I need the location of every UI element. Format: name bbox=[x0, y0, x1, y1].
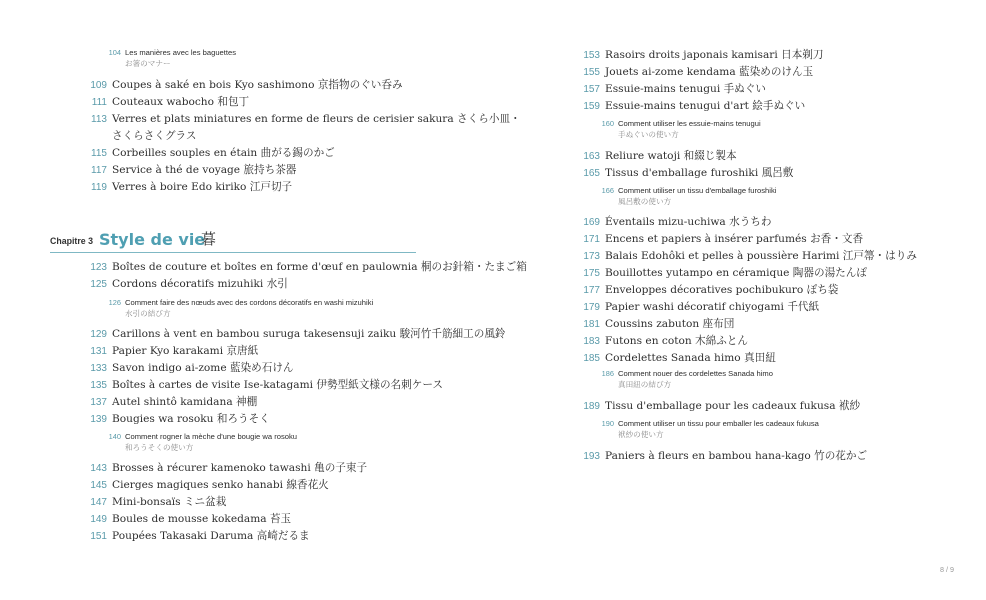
entry-title-continued: さくらさくグラス bbox=[112, 130, 197, 142]
page-number: 190 bbox=[601, 419, 614, 428]
toc-entry bbox=[493, 448, 983, 465]
entry-title: Brosses à récurer kamenoko tawashi 亀の子束子 bbox=[112, 462, 368, 474]
toc-entry bbox=[0, 477, 490, 494]
page-number: 135 bbox=[90, 380, 107, 391]
entry-title: Bougies wa rosoku 和ろうそく bbox=[112, 413, 270, 425]
page-number: 147 bbox=[90, 497, 107, 508]
toc-subentry bbox=[493, 118, 983, 140]
page-number: 163 bbox=[583, 151, 600, 162]
entry-title: Coupes à saké en bois Kyo sashimono 京指物のぐい呑み bbox=[112, 79, 403, 91]
toc-entry bbox=[493, 282, 983, 299]
toc-entry bbox=[0, 259, 527, 276]
page-number: 189 bbox=[583, 401, 600, 412]
toc-subentry bbox=[493, 418, 983, 440]
page-number: 131 bbox=[90, 346, 107, 357]
toc-entry bbox=[0, 162, 490, 179]
toc-subentry bbox=[493, 368, 983, 390]
entry-title: Futons en coton 木綿ふとん bbox=[605, 335, 748, 347]
page-number: 185 bbox=[583, 353, 600, 364]
page-number: 177 bbox=[583, 285, 600, 296]
page-number: 113 bbox=[91, 114, 107, 125]
toc-entry bbox=[0, 94, 490, 111]
entry-title: Cordelettes Sanada himo 真田紐 bbox=[605, 352, 776, 364]
toc-entry bbox=[493, 333, 983, 350]
entry-japanese-subtitle: 袱紗の使い方 bbox=[618, 430, 664, 439]
page-number: 145 bbox=[90, 480, 107, 491]
entry-japanese-subtitle: 真田紐の結び方 bbox=[618, 380, 672, 389]
page-number: 183 bbox=[583, 336, 600, 347]
page-number: 143 bbox=[90, 463, 107, 474]
entry-title: Autel shintô kamidana 神棚 bbox=[112, 396, 258, 408]
page-number: 193 bbox=[583, 451, 600, 462]
entry-title: Verres à boire Edo kiriko 江戸切子 bbox=[112, 181, 293, 193]
entry-title: Verres et plats miniatures en forme de fleurs de cerisier sakura さくら小皿・ bbox=[112, 113, 521, 125]
page-number: 149 bbox=[90, 514, 107, 525]
toc-entry bbox=[493, 165, 983, 182]
entry-title: Essuie-mains tenugui 手ぬぐい bbox=[605, 83, 766, 95]
entry-title: Carillons à vent en bambou suruga takesensuji zaiku 駿河竹千筋細工の風鈴 bbox=[112, 328, 506, 340]
chapter-title: Style de vie bbox=[99, 230, 206, 249]
entry-title: Reliure watoji 和綴じ製本 bbox=[605, 150, 737, 162]
page-number: 129 bbox=[90, 329, 107, 340]
page-number: 160 bbox=[601, 119, 614, 128]
entry-title: Boîtes de couture et boîtes en forme d'œuf en paulownia 桐のお針箱・たまご箱 bbox=[112, 261, 527, 273]
page-number: 104 bbox=[108, 48, 121, 57]
page-number: 125 bbox=[90, 279, 107, 290]
page-number: 181 bbox=[583, 319, 600, 330]
toc-entry bbox=[0, 276, 490, 293]
page-number: 139 bbox=[90, 414, 107, 425]
entry-japanese-subtitle: 風呂敷の使い方 bbox=[618, 197, 672, 206]
toc-entry bbox=[493, 98, 983, 115]
page-number: 115 bbox=[91, 148, 107, 159]
entry-title: Cordons décoratifs mizuhiki 水引 bbox=[112, 278, 288, 290]
page-number: 165 bbox=[583, 168, 600, 179]
entry-title: Comment utiliser un tissu pour emballer les cadeaux fukusa bbox=[618, 419, 819, 428]
page-number: 140 bbox=[108, 432, 121, 441]
chapter-kanji: 暮 bbox=[201, 230, 217, 248]
toc-entry bbox=[493, 64, 983, 81]
toc-entry bbox=[0, 145, 490, 162]
toc-entry bbox=[0, 511, 490, 528]
page-number: 166 bbox=[601, 186, 614, 195]
toc-entry bbox=[0, 343, 490, 360]
page-number: 111 bbox=[91, 97, 107, 108]
page-number: 175 bbox=[583, 268, 600, 279]
entry-title: Jouets ai-zome kendama 藍染めのけん玉 bbox=[605, 66, 814, 78]
page-number: 159 bbox=[583, 101, 600, 112]
entry-title: Boules de mousse kokedama 苔玉 bbox=[112, 513, 292, 525]
page-number: 157 bbox=[583, 84, 600, 95]
entry-title: Éventails mizu-uchiwa 水うちわ bbox=[605, 216, 772, 228]
page-number: 186 bbox=[601, 369, 614, 378]
chapter-label: Chapitre 3 bbox=[50, 236, 94, 246]
entry-title: Les manières avec les baguettes bbox=[125, 48, 237, 57]
toc-entry bbox=[493, 214, 983, 231]
toc-entry bbox=[493, 350, 983, 367]
entry-title: Comment rogner la mèche d'une bougie wa rosoku bbox=[125, 432, 297, 441]
entry-japanese-subtitle: 手ぬぐいの使い方 bbox=[618, 130, 679, 139]
entry-title: Poupées Takasaki Daruma 高崎だるま bbox=[112, 530, 310, 542]
entry-title: Rasoirs droits japonais kamisari 日本剃刀 bbox=[605, 49, 824, 61]
toc-entry bbox=[0, 377, 490, 394]
page-number: 119 bbox=[91, 182, 107, 193]
chapter-header bbox=[50, 226, 416, 253]
entry-title: Mini-bonsaïs ミニ盆栽 bbox=[112, 496, 227, 508]
entry-title: Papier washi décoratif chiyogami 千代紙 bbox=[605, 301, 820, 313]
toc-entry bbox=[0, 179, 490, 196]
entry-title: Papier Kyo karakami 京唐紙 bbox=[112, 345, 259, 357]
entry-title: Coussins zabuton 座布団 bbox=[605, 318, 735, 330]
toc-entry bbox=[0, 394, 490, 411]
entry-title: Bouillottes yutampo en céramique 陶器の湯たんぽ bbox=[605, 267, 867, 279]
toc-entry bbox=[493, 81, 983, 98]
entry-title: Comment nouer des cordelettes Sanada himo bbox=[618, 369, 773, 378]
toc-entry bbox=[0, 326, 506, 343]
page-number: 151 bbox=[90, 531, 107, 542]
entry-title: Service à thé de voyage 旅持ち茶器 bbox=[112, 164, 297, 176]
page-number: 171 bbox=[583, 234, 600, 245]
entry-title: Comment faire des nœuds avec des cordons décoratifs en washi mizuhiki bbox=[125, 298, 374, 307]
entry-title: Tissus d'emballage furoshiki 風呂敷 bbox=[605, 167, 794, 179]
toc-subentry bbox=[0, 47, 490, 69]
page-number: 123 bbox=[90, 262, 107, 273]
page-number: 155 bbox=[583, 67, 600, 78]
toc-entry bbox=[0, 360, 490, 377]
entry-title: Balais Edohôki et pelles à poussière Harimi 江戸箒・はりみ bbox=[605, 250, 917, 262]
toc-entry bbox=[0, 411, 490, 428]
entry-title: Boîtes à cartes de visite Ise-katagami 伊勢型紙文様の名刺ケース bbox=[112, 379, 443, 391]
page-number: 133 bbox=[90, 363, 107, 374]
entry-japanese-subtitle: 和ろうそくの使い方 bbox=[125, 443, 194, 452]
entry-title: Essuie-mains tenugui d'art 絵手ぬぐい bbox=[605, 100, 806, 112]
entry-title: Savon indigo ai-zome 藍染め石けん bbox=[112, 362, 294, 374]
entry-title: Encens et papiers à insérer parfumés お香・文香 bbox=[605, 233, 864, 245]
toc-entry bbox=[493, 316, 983, 333]
page-number: 173 bbox=[583, 251, 600, 262]
toc-entry bbox=[493, 47, 983, 64]
toc-entry bbox=[493, 265, 983, 282]
entry-japanese-subtitle: 水引の結び方 bbox=[125, 309, 171, 318]
entry-title: Cierges magiques senko hanabi 線香花火 bbox=[112, 479, 329, 491]
page-counter: 8 / 9 bbox=[940, 565, 954, 574]
toc-entry bbox=[0, 460, 490, 477]
toc-entry bbox=[493, 299, 983, 316]
toc-entry bbox=[0, 528, 490, 545]
entry-title: Enveloppes décoratives pochibukuro ぽち袋 bbox=[605, 284, 839, 296]
page-number: 179 bbox=[583, 302, 600, 313]
toc-subentry bbox=[0, 431, 490, 453]
entry-title: Comment utiliser un tissu d'emballage furoshiki bbox=[618, 186, 777, 195]
toc-entry bbox=[0, 111, 521, 145]
toc-subentry bbox=[0, 297, 490, 319]
page-number: 117 bbox=[91, 165, 107, 176]
entry-title: Comment utiliser les essuie-mains tenugui bbox=[618, 119, 761, 128]
entry-title: Corbeilles souples en étain 曲がる錫のかご bbox=[112, 147, 335, 159]
entry-title: Tissu d'emballage pour les cadeaux fukusa 袱紗 bbox=[605, 400, 861, 412]
toc-entry bbox=[0, 77, 490, 94]
entry-japanese-subtitle: お箸のマナー bbox=[125, 59, 171, 68]
toc-entry bbox=[493, 398, 983, 415]
toc-entry bbox=[493, 148, 983, 165]
entry-title: Couteaux wabocho 和包丁 bbox=[112, 96, 250, 108]
page-number: 169 bbox=[583, 217, 600, 228]
page-number: 137 bbox=[90, 397, 107, 408]
toc-entry bbox=[493, 248, 983, 265]
toc-subentry bbox=[493, 185, 983, 207]
page-number: 153 bbox=[583, 50, 600, 61]
page-number: 109 bbox=[90, 80, 107, 91]
toc-entry bbox=[493, 231, 983, 248]
entry-title: Paniers à fleurs en bambou hana-kago 竹の花かご bbox=[605, 450, 868, 462]
toc-entry bbox=[0, 494, 490, 511]
page-number: 126 bbox=[108, 298, 121, 307]
